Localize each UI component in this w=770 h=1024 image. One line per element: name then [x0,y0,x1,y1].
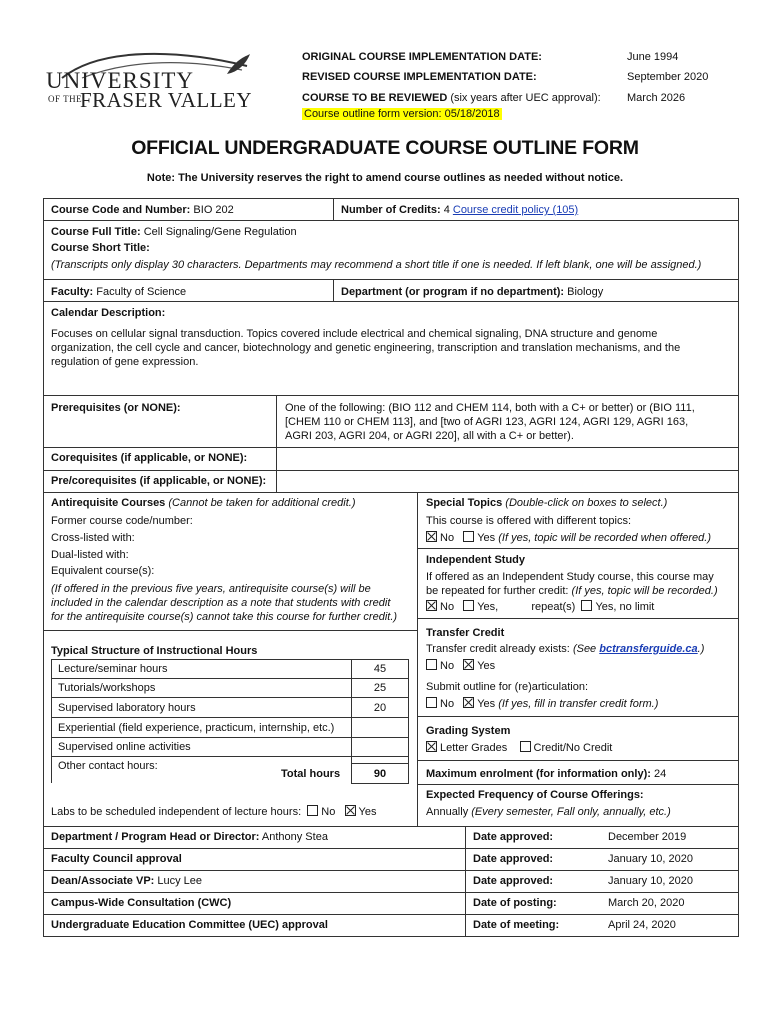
indep-no-checkbox[interactable] [426,600,437,611]
labs-yes-checkbox[interactable] [345,805,356,816]
hours-label-other: Other contact hours: [58,760,158,772]
course-outline-form [43,198,739,937]
hours-label-lab: Supervised laboratory hours [58,702,196,714]
hours-value-tutorials[interactable]: 25 [373,682,387,694]
antireq-former: Former course code/number: [51,515,193,527]
approval-date-label-4: Date of posting: [473,897,557,909]
indep-options: No Yes, repeat(s) Yes, no limit [426,600,654,614]
revised-date-label: REVISED COURSE IMPLEMENTATION DATE: [302,71,537,83]
logo-fraser-valley: FRASER VALLEY [80,88,253,112]
bctransferguide-link[interactable]: bctransferguide.ca [599,643,698,655]
indep-line-2: be repeated for further credit: (If yes, topic will be recorded.) [426,585,718,597]
submit-yes-checkbox[interactable] [463,697,474,708]
approval-uec: Undergraduate Education Committee (UEC) approval [51,919,328,931]
indep-yes-checkbox[interactable] [463,600,474,611]
antireq-dual: Dual-listed with: [51,549,129,561]
frequency-value: Annually (Every semester, Fall only, annually, etc.) [426,806,671,818]
course-short-title: Course Short Title: [51,242,150,254]
max-enrolment: Maximum enrolment (for information only): 24 [426,768,667,780]
special-topics-heading: Special Topics (Double-click on boxes to select.) [426,497,668,509]
approval-date-3: January 10, 2020 [608,875,694,887]
total-hours-value: 90 [373,768,387,780]
course-code: Course Code and Number: BIO 202 [51,204,234,216]
grading-heading: Grading System [426,725,511,737]
approval-date-label-3: Date approved: [473,875,554,887]
prereq-line-3: AGRI 203, AGRI 204, or AGRI 220], all with a C+ or better). [285,430,574,442]
university-logo [42,48,252,128]
indep-no-limit-checkbox[interactable] [581,600,592,611]
approval-date-label-5: Date of meeting: [473,919,560,931]
antireq-note-2: included in the calendar description as a note that students with credit [51,597,391,609]
special-topics-options: No Yes (If yes, topic will be recorded when offered.) [426,531,711,545]
transfer-yes-checkbox[interactable] [463,659,474,670]
labs-no-checkbox[interactable] [307,805,318,816]
antireq-note-3: for the antirequisite course(s) cannot take this course for further credit.) [51,611,398,623]
calendar-line-3: regulation of gene expression. [51,356,199,368]
approval-date-label-2: Date approved: [473,853,554,865]
approval-dean: Dean/Associate VP: Lucy Lee [51,875,203,887]
indep-line-1: If offered as an Independent Study course, this course may [426,571,714,583]
department: Department (or program if no department): Biology [341,286,604,298]
approval-date-2: January 10, 2020 [608,853,694,865]
antireq-cross: Cross-listed with: [51,532,135,544]
approval-date-1: December 2019 [608,831,687,843]
hours-heading: Typical Structure of Instructional Hours [51,645,258,657]
submit-outline-options: No Yes (If yes, fill in transfer credit form.) [426,697,658,711]
calendar-line-2: organization, the cell cycle and cancer, biotechnology and genetic engineering, transcription and translation mechanisms, and the [51,342,681,354]
frequency-heading: Expected Frequency of Course Offerings: [426,789,644,801]
indep-heading: Independent Study [426,554,525,566]
submit-no-checkbox[interactable] [426,697,437,708]
transfer-exists-options: No Yes [426,659,495,673]
review-date-label: COURSE TO BE REVIEWED (six years after UEC approval): [302,92,601,104]
transfer-no-checkbox[interactable] [426,659,437,670]
hours-value-lab[interactable]: 20 [373,702,387,714]
hours-label-tutorials: Tutorials/workshops [58,682,156,694]
original-date-value: June 1994 [627,51,679,63]
review-date-value: March 2026 [627,92,686,104]
credit-policy-link[interactable]: Course credit policy (105) [452,204,579,216]
grading-options: Letter Grades Credit/No Credit [426,741,612,755]
approval-date-label-1: Date approved: [473,831,554,843]
original-date-label: ORIGINAL COURSE IMPLEMENTATION DATE: [302,51,542,63]
transfer-heading: Transfer Credit [426,627,505,639]
revised-date-value: September 2020 [627,71,709,83]
total-hours-label: Total hours [281,768,341,780]
prereq-label: Prerequisites (or NONE): [51,402,181,414]
antireq-equiv: Equivalent course(s): [51,565,155,577]
approval-cwc: Campus-Wide Consultation (CWC) [51,897,232,909]
calendar-label: Calendar Description: [51,307,166,319]
course-full-title: Course Full Title: Cell Signaling/Gene Regulation [51,226,297,238]
approval-faculty-council: Faculty Council approval [51,853,182,865]
page-title: OFFICIAL UNDERGRADUATE COURSE OUTLINE FORM [131,137,639,159]
transfer-line-1: Transfer credit already exists: (See bctransferguide.ca.) [426,643,705,655]
letter-grades-checkbox[interactable] [426,741,437,752]
credits: Number of Credits: 4 Course credit policy (105) [341,204,579,216]
antireq-heading: Antirequisite Courses (Cannot be taken for additional credit.) [51,497,356,509]
calendar-line-1: Focuses on cellular signal transduction. Topics covered include electrical and chemical signaling, DNA structure and genome [51,328,658,340]
approval-dept-head: Department / Program Head or Director: Anthony Stea [51,831,328,843]
special-yes-checkbox[interactable] [463,531,474,542]
logo-of-the: OF THE [48,94,83,104]
hours-label-experiential: Experiential (field experience, practicum, internship, etc.) [58,722,335,734]
coreq-label: Corequisites (if applicable, or NONE): [51,452,248,464]
hours-value-lecture[interactable]: 45 [373,663,387,675]
special-no-checkbox[interactable] [426,531,437,542]
prereq-line-1: One of the following: (BIO 112 and CHEM 114, both with a C+ or better) or (BIO 111, [285,402,695,414]
form-version: Course outline form version: 05/18/2018 [304,108,500,120]
labs-independent: Labs to be scheduled independent of lecture hours: No Yes [51,806,377,818]
hours-label-online: Supervised online activities [58,741,191,753]
submit-outline-label: Submit outline for (re)articulation: [426,681,589,693]
antireq-note-1: (If offered in the previous five years, antirequisite course(s) will be [51,583,371,595]
logo-university: UNIVERSITY [46,68,194,93]
amend-note: Note: The University reserves the right to amend course outlines as needed without notice. [146,172,624,184]
short-title-note: (Transcripts only display 30 characters. Departments may recommend a short title if one is needed. If left blank, one will be assigned.) [51,259,702,271]
prereq-line-2: [CHEM 110 or CHEM 113], and [two of AGRI 123, AGRI 124, AGRI 129, AGRI 163, [285,416,689,428]
special-topics-line: This course is offered with different topics: [426,515,632,527]
credit-no-credit-checkbox[interactable] [520,741,531,752]
hours-label-lecture: Lecture/seminar hours [58,663,168,675]
hours-table [51,659,409,783]
approval-date-5: April 24, 2020 [608,919,676,931]
precoreq-label: Pre/corequisites (if applicable, or NONE): [51,475,267,487]
faculty: Faculty: Faculty of Science [51,286,187,298]
approval-date-4: March 20, 2020 [608,897,685,909]
